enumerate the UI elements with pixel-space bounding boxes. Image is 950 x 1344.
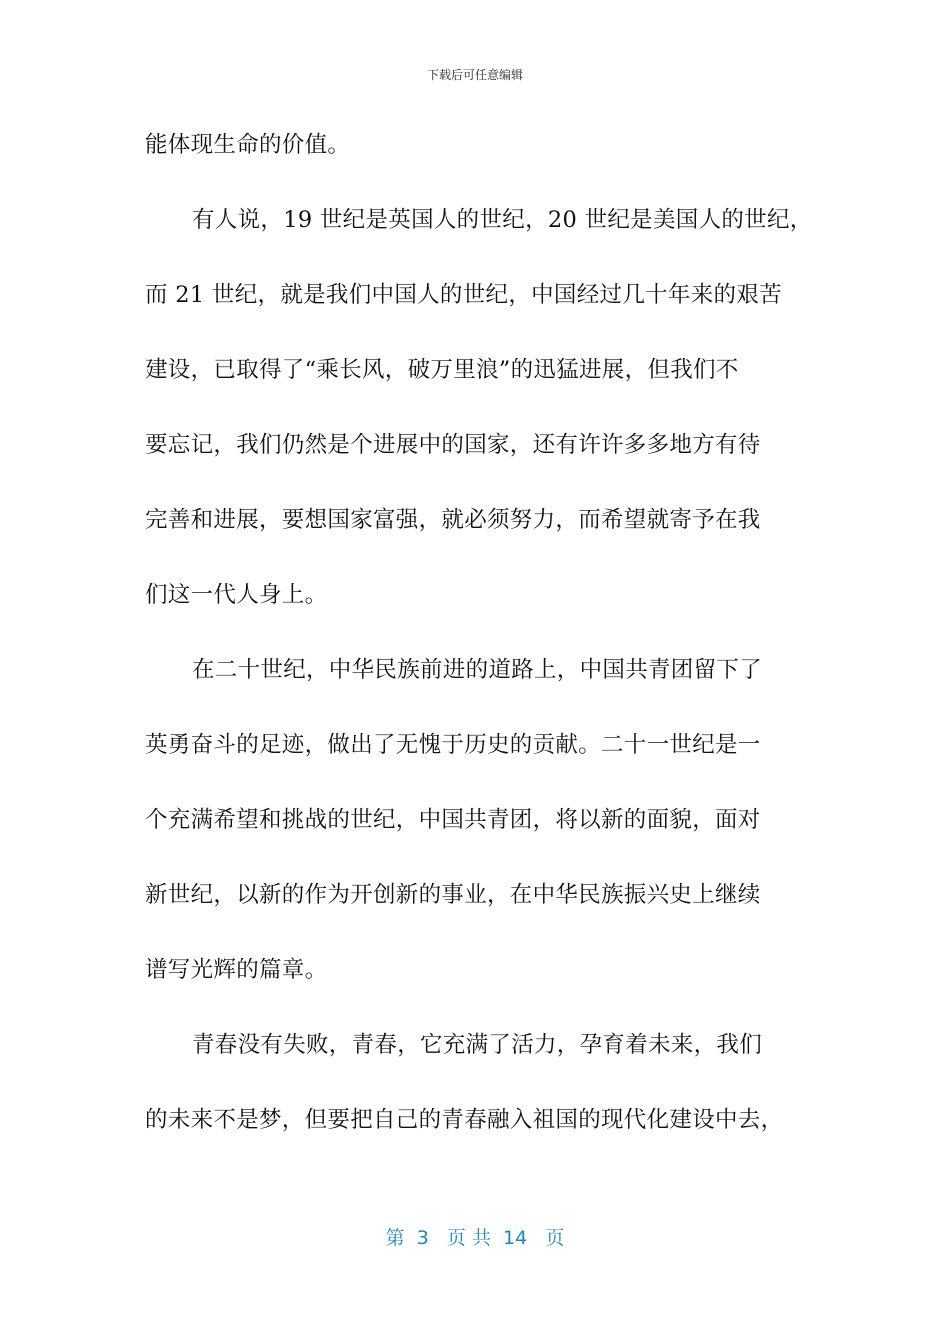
body-line: 们这一代人身上。 [145, 582, 328, 608]
body-line: 英勇奋斗的足迹，做出了无愧于历史的贡献。二十一世纪是一 [145, 732, 761, 758]
body-line: 要忘记，我们仍然是个进展中的国家，还有许许多多地方有待 [145, 432, 761, 458]
body-line: 而 21 世纪，就是我们中国人的世纪，中国经过几十年来的艰苦 [145, 282, 782, 308]
document-body [145, 108, 825, 1158]
page-number-footer: 第 3 页 共 14 页 [385, 1227, 565, 1249]
body-line: 谱写光辉的篇章。 [145, 957, 328, 983]
body-line: 个充满希望和挑战的世纪，中国共青团，将以新的面貌，面对 [145, 807, 761, 833]
page-header: 下载后可任意编辑 [426, 68, 523, 82]
body-line: 建设，已取得了“乘长风，破万里浪”的迅猛进展，但我们不 [145, 357, 739, 383]
body-line: 能体现生命的价值。 [145, 132, 351, 158]
paragraph-start-line: 有人说，19 世纪是英国人的世纪，20 世纪是美国人的世纪， [192, 207, 813, 233]
body-line: 完善和进展，要想国家富强，就必须努力，而希望就寄予在我 [145, 507, 761, 533]
paragraph-start-line: 在二十世纪，中华民族前进的道路上，中国共青团留下了 [192, 657, 763, 683]
body-line: 的未来不是梦，但要把自己的青春融入祖国的现代化建设中去， [145, 1107, 784, 1133]
body-line: 新世纪，以新的作为开创新的事业，在中华民族振兴史上继续 [145, 882, 761, 908]
paragraph-start-line: 青春没有失败，青春，它充满了活力，孕育着未来，我们 [192, 1032, 763, 1058]
